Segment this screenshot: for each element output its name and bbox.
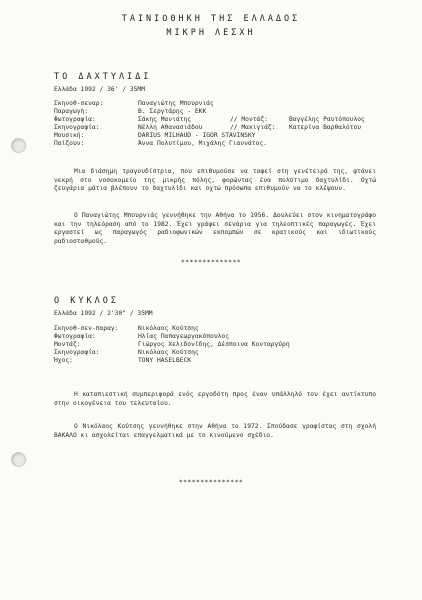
film1-info: Ελλάδα 1992 / 36' / 35ΜΜ	[54, 86, 145, 93]
film2-director-bio: Ο Νικόλαος Κούτσης γεννήθηκε στην Αθήνα το 1972. Σπούδασε γραφίστας στη σχολή ΒΑΚΑΛΟ κι ασχολείται επαγγελματικά με το κινούμενο σχέδιο.	[54, 423, 376, 439]
credit-value: Σάκης Μανιάτης	[138, 116, 192, 123]
credit-label: Μοντάζ:	[54, 341, 81, 348]
credit-label: Σκηνοθ-σεναρ:	[54, 100, 104, 107]
credit-label: Παραγωγή:	[54, 108, 89, 115]
credit-label: Ήχος:	[54, 357, 73, 364]
separator: ***************	[178, 479, 244, 486]
credit-label-2: // Μοντάζ:	[230, 116, 268, 123]
credit-label: Σκηνογραφία:	[54, 349, 100, 356]
credit-label: Σκηνοθ-σεν-παραγ:	[54, 325, 119, 332]
credit-value: Νικόλαος Κούτσης	[138, 325, 199, 332]
credit-value: Γιώργος Χελιδονίδης, Δέσποινα Κονταργύρη	[138, 341, 290, 348]
punch-hole-bottom	[11, 452, 26, 467]
credit-value-2: Βαγγέλης Ραυτόπουλος	[289, 116, 365, 123]
punch-hole-top	[11, 138, 26, 153]
separator: **************	[180, 259, 242, 266]
credit-label: Μουσική:	[54, 132, 85, 139]
credit-label: Φωτογραφία:	[54, 116, 96, 123]
credit-label-2: // Μακιγιάζ:	[230, 124, 276, 131]
film2-synopsis: Η καταπιεστική συμπεριφορά ενός εργοδότη προς έναν υπάλληλό του έχει αντίκτυπο στην οικογένεια του τελευταίου.	[54, 391, 376, 407]
credit-value: Παναγιώτης Μπουρνιάς	[138, 100, 214, 107]
credit-value: Ηλίας Παπαγεωργακόπουλος	[138, 333, 229, 340]
credit-value-2: Κατερίνα Βαρθαλότου	[289, 124, 362, 131]
film2-info: Ελλάδα 1992 / 2'30" / 35ΜΜ	[54, 310, 153, 317]
credit-label: Παίζουν:	[54, 140, 85, 147]
film2-title: Ο ΚΥΚΛΟΣ	[54, 296, 119, 306]
credit-value: Άννα Πολυτίμου, Μιχάλης Γιαννάτος.	[138, 140, 267, 147]
credit-label: Φωτογραφία:	[54, 333, 96, 340]
credit-value: DARIUS MILHAUD - IGOR STAVINSKY	[138, 132, 256, 139]
header-line-1: ΤΑΙΝΙΟΘΗΚΗ ΤΗΣ ΕΛΛΑΔΟΣ	[121, 14, 301, 24]
credit-value: Β. Σεργτάρης - ΕΚΚ	[138, 108, 207, 115]
film1-synopsis: Μια διάσημη τραγουδίστρια, που επιθυμούσε να ταφεί στη γενέτειρά της, φτάνει νεκρή στο νοσοκομείο της μικρής πόλης, φορώντας ένα πολύτιμο δαχτυλίδι. Οχτώ ζευγάρια μάτια βλέπουν το δαχτυλίδι και οχτώ πρόσωπα επιθυμούν να το κλέψουν.	[54, 168, 376, 193]
header-line-2: ΜΙΚΡΗ ΛΕΣΧΗ	[166, 28, 256, 38]
credit-label: Σκηνογραφία:	[54, 124, 100, 131]
credit-value: Νέλλη Αθανασιάδου	[138, 124, 203, 131]
film1-title: ΤΟ ΔΑΧΤΥΛΙΔΙ	[54, 72, 152, 82]
credit-value: TONY HASELBECK	[138, 357, 192, 364]
credit-value: Νικόλαος Κούτσης	[138, 349, 199, 356]
film1-director-bio: Ο Παναγιώτης Μπουρνιάς γεννήθηκε την Αθήνα το 1956. Δουλεύει στον κινηματογράφο και την τηλεόραση από το 1982. Έχει γράψει σενάρια για τηλεοπτικές παραγωγές. Έχει εργαστεί ως παραγωγός ραδιοφωνικών εκπομπών σε κρατικούς και ιδιωτικούς ραδιοσταθμούς.	[54, 212, 376, 245]
